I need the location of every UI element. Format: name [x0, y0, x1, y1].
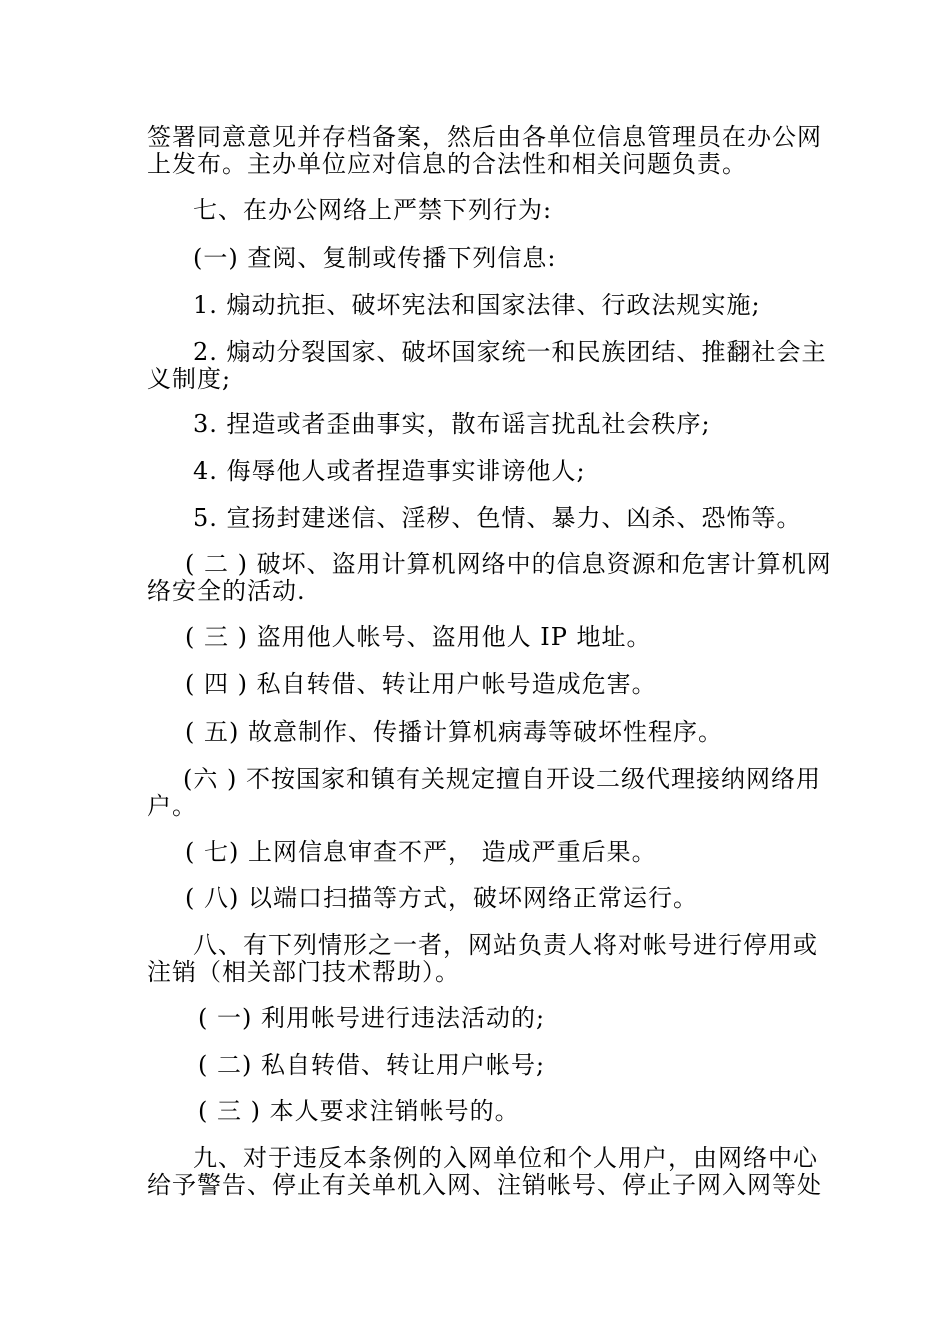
- text-line-21: 注销（相关部门技术帮助）。: [147, 958, 460, 986]
- text-line-24: ( 三 ) 本人要求注销帐号的。: [198, 1097, 520, 1125]
- text-line-5: 1. 煽动抗拒、破坏宪法和国家法律、行政法规实施;: [193, 291, 761, 319]
- text-line-3: 七、在办公网络上严禁下列行为:: [193, 196, 553, 224]
- text-line-1: 签署同意意见并存档备案，然后由各单位信息管理员在办公网: [147, 123, 822, 151]
- text-line-16: (六 ) 不按国家和镇有关规定擅自开设二级代理接纳网络用: [183, 765, 821, 793]
- text-line-25: 九、对于违反本条例的入网单位和个人用户，由网络中心: [193, 1144, 818, 1172]
- text-line-23: ( 二) 私自转借、转让用户帐号;: [198, 1051, 546, 1079]
- text-line-19: ( 八) 以端口扫描等方式，破坏网络正常运行。: [185, 884, 698, 912]
- text-line-26: 给予警告、停止有关单机入网、注销帐号、停止子网入网等处: [147, 1171, 822, 1199]
- text-line-20: 八、有下列情形之一者，网站负责人将对帐号进行停用或: [193, 931, 818, 959]
- text-line-12: 络安全的活动.: [147, 577, 306, 605]
- text-line-13: ( 三 ) 盗用他人帐号、盗用他人 IP 地址。: [185, 623, 652, 651]
- text-line-14: ( 四 ) 私自转借、转让用户帐号造成危害。: [185, 670, 657, 698]
- text-line-17: 户。: [147, 792, 197, 820]
- text-line-18: ( 七) 上网信息审查不严， 造成严重后果。: [185, 838, 657, 866]
- text-line-22: ( 一) 利用帐号进行违法活动的;: [198, 1004, 546, 1032]
- text-line-4: (一) 查阅、复制或传播下列信息:: [193, 244, 557, 272]
- text-line-11: ( 二 ) 破坏、盗用计算机网络中的信息资源和危害计算机网: [185, 550, 832, 578]
- text-line-2: 上发布。主办单位应对信息的合法性和相关问题负责。: [147, 150, 747, 178]
- text-line-15: ( 五) 故意制作、传播计算机病毒等破坏性程序。: [185, 718, 723, 746]
- text-line-8: 3. 捏造或者歪曲事实，散布谣言扰乱社会秩序;: [193, 410, 711, 438]
- text-line-7: 义制度;: [147, 365, 232, 393]
- text-line-6: 2. 煽动分裂国家、破坏国家统一和民族团结、推翻社会主: [193, 338, 827, 366]
- text-line-9: 4. 侮辱他人或者捏造事实诽谤他人;: [193, 457, 586, 485]
- text-line-10: 5. 宣扬封建迷信、淫秽、色情、暴力、凶杀、恐怖等。: [193, 504, 802, 532]
